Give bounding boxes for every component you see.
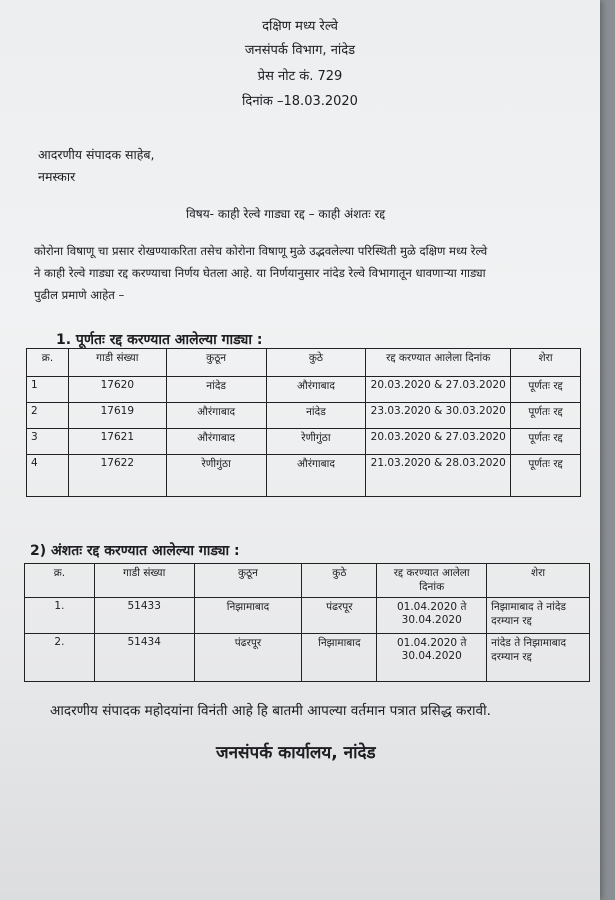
header-date: दिनांक –18.03.2020 — [242, 94, 358, 109]
salutation-to: आदरणीय संपादक साहेब, — [38, 147, 155, 162]
table-cell: 3 — [27, 429, 69, 455]
table1-header-date: रद्द करण्यात आलेला दिनांक — [366, 349, 511, 377]
table-cell: औरंगाबाद — [266, 455, 366, 497]
table-cell: पंढरपूर — [194, 634, 302, 682]
table1-title: 1. पूर्णतः रद्द करण्यात आलेल्या गाड्या : — [56, 332, 263, 348]
table-cell: 21.03.2020 & 28.03.2020 — [366, 455, 511, 497]
table-cell: 2. — [25, 634, 95, 682]
subject-line: विषय- काही रेल्वे गाड्या रद्द – काही अंशतः रद्द — [186, 207, 386, 221]
table-cell: औरंगाबाद — [266, 377, 366, 403]
table-row — [27, 403, 581, 429]
table1-header-from: कुठून — [166, 349, 266, 377]
fully-cancelled-trains-table — [26, 348, 581, 497]
header-press-note-number: प्रेस नोट कं. 729 — [257, 69, 343, 84]
table-cell: 4 — [27, 455, 69, 497]
table-cell: 20.03.2020 & 27.03.2020 — [366, 377, 511, 403]
publication-request: आदरणीय संपादक महोदयांना विनंती आहे हि बातमी आपल्या वर्तमान पत्रात प्रसिद्ध करावी. — [50, 703, 491, 719]
table-cell: 1 — [27, 377, 69, 403]
table-cell: 51433 — [94, 598, 194, 634]
table-cell: 1. — [25, 598, 95, 634]
table-cell: पूर्णतः रद्द — [511, 403, 581, 429]
table-row — [27, 455, 581, 497]
table-cell: औरंगाबाद — [166, 403, 266, 429]
table-cell: 17621 — [68, 429, 166, 455]
table-cell: 2 — [27, 403, 69, 429]
body-line-2: ने काही रेल्वे गाड्या रद्द करण्याचा निर्णय घेतला आहे. या निर्णयानुसार नांदेड रेल्वे विभागातून धावणाऱ्या गाड्या — [34, 266, 486, 280]
table2-header-to: कुठे — [302, 564, 377, 598]
table-cell: पंढरपूर — [302, 598, 377, 634]
table2-header-date: रद्द करण्यात आलेला दिनांक — [377, 564, 487, 598]
table-cell: निझामाबाद — [194, 598, 302, 634]
office-signature: जनसंपर्क कार्यालय, नांदेड — [216, 743, 376, 763]
table2-header-from: कुठून — [194, 564, 302, 598]
table1-header-to: कुठे — [266, 349, 366, 377]
salutation-greeting: नमस्कार — [38, 169, 76, 184]
table-cell: औरंगाबाद — [166, 429, 266, 455]
table-cell: निझामाबाद — [302, 634, 377, 682]
table-cell: 17622 — [68, 455, 166, 497]
table1-header-train-no: गाडी संख्या — [68, 349, 166, 377]
table-cell: पूर्णतः रद्द — [511, 377, 581, 403]
table-cell: पूर्णतः रद्द — [511, 455, 581, 497]
table-cell: रेणीगुंठा — [166, 455, 266, 497]
table2-header-remark: शेरा — [487, 564, 590, 598]
table-row — [27, 429, 581, 455]
table-cell: 17619 — [68, 403, 166, 429]
table-cell: 20.03.2020 & 27.03.2020 — [366, 429, 511, 455]
table-cell: 01.04.2020 ते 30.04.2020 — [377, 598, 487, 634]
body-line-3: पुढील प्रमाणे आहेत – — [34, 288, 125, 302]
table-cell: नांदेड ते निझामाबाद दरम्यान रद्द — [487, 634, 590, 682]
body-line-1: कोरोना विषाणू चा प्रसार रोखण्याकरिता तसेच कोरोना विषाणू मुळे उद्भवलेल्या परिस्थिती मुळे दक्षिण मध्य रेल्वे — [34, 244, 488, 258]
table2-title: 2) अंशतः रद्द करण्यात आलेल्या गाड्या : — [30, 543, 240, 559]
table2-header-train-no: गाडी संख्या — [94, 564, 194, 598]
table1-header-remark: शेरा — [511, 349, 581, 377]
partially-cancelled-trains-table — [24, 563, 590, 682]
table1-header-sr: क्र. — [27, 349, 69, 377]
table-cell: नांदेड — [266, 403, 366, 429]
header-department: जनसंपर्क विभाग, नांदेड — [244, 43, 356, 58]
table-cell: नांदेड — [166, 377, 266, 403]
table-cell: 51434 — [94, 634, 194, 682]
table-row — [25, 634, 590, 682]
table-cell: 23.03.2020 & 30.03.2020 — [366, 403, 511, 429]
table2-header-row — [25, 564, 590, 598]
table-cell: पूर्णतः रद्द — [511, 429, 581, 455]
table-cell: निझामाबाद ते नांदेड दरम्यान रद्द — [487, 598, 590, 634]
header-railway-name: दक्षिण मध्य रेल्वे — [262, 19, 338, 34]
table-cell: 17620 — [68, 377, 166, 403]
table-cell: रेणीगुंठा — [266, 429, 366, 455]
table-row — [25, 598, 590, 634]
table-cell: 01.04.2020 ते 30.04.2020 — [377, 634, 487, 682]
table2-header-sr: क्र. — [25, 564, 95, 598]
table-row — [27, 377, 581, 403]
table1-header-row — [27, 349, 581, 377]
